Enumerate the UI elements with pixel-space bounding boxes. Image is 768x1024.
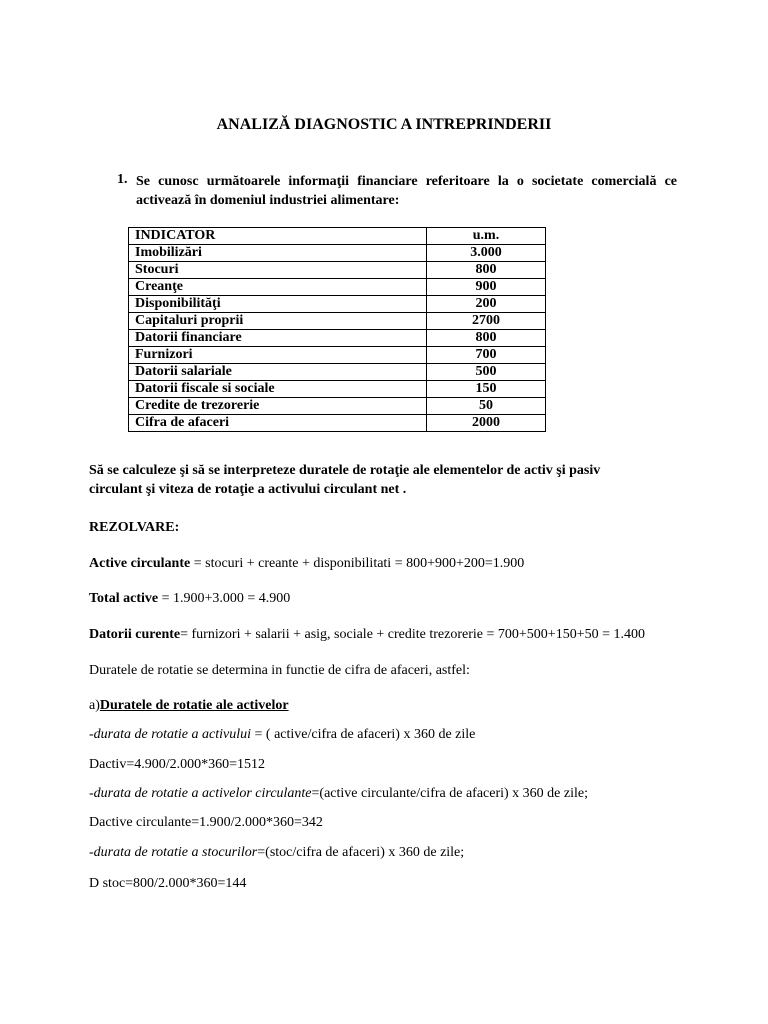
row-label: Credite de trezorerie (129, 398, 427, 415)
ac-def-formula: =(active circulante/cifra de afaceri) x 360 de zile; (311, 786, 588, 801)
table-row (129, 313, 546, 330)
total-active-line (89, 591, 290, 607)
table-row (129, 279, 546, 296)
row-value: 2000 (427, 415, 546, 432)
page-title: ANALIZĂ DIAGNOSTIC A INTREPRINDERII (216, 116, 552, 133)
row-value: 800 (427, 262, 546, 279)
task-line-1: Să se calculeze şi să se interpreteze duratele de rotaţie ale elementelor de activ şi pasiv (89, 463, 601, 478)
row-label: Capitaluri proprii (129, 313, 427, 330)
table-row (129, 398, 546, 415)
row-label: Datorii salariale (129, 364, 427, 381)
active-circulante-label: Active circulante (89, 556, 191, 571)
total-active-label: Total active (89, 591, 159, 606)
dstoc-line: D stoc=800/2.000*360=144 (89, 876, 247, 891)
table-row (129, 415, 546, 432)
header-um: u.m. (427, 228, 546, 245)
row-value: 800 (427, 330, 546, 347)
total-active-formula: = 1.900+3.000 = 4.900 (158, 591, 291, 606)
table-row (129, 347, 546, 364)
header-indicator: INDICATOR (129, 228, 427, 245)
row-label: Stocuri (129, 262, 427, 279)
datorii-curente-label: Datorii curente (89, 627, 181, 642)
table-row (129, 381, 546, 398)
row-value: 150 (427, 381, 546, 398)
dactiv-line: Dactiv=4.900/2.000*360=1512 (89, 757, 265, 772)
row-label: Creanţe (129, 279, 427, 296)
active-circulante-formula: = stocuri + creante + disponibilitati = 800+900+200=1.900 (190, 556, 525, 571)
datorii-curente-formula: = furnizori + salarii + asig, sociale + credite trezorerie = 700+500+150+50 = 1.400 (180, 627, 645, 642)
question-number: 1. (117, 172, 128, 187)
row-value: 50 (427, 398, 546, 415)
row-label: Furnizori (129, 347, 427, 364)
stoc-def-term: -durata de rotatie a stocurilor (89, 845, 258, 860)
indicator-table (128, 227, 546, 432)
task-line-2: circulant şi viteza de rotaţie a activului circulant net . (89, 482, 407, 497)
row-label: Datorii financiare (129, 330, 427, 347)
table-row (129, 245, 546, 262)
row-label: Disponibilităţi (129, 296, 427, 313)
activ-definition (89, 727, 475, 743)
ac-definition (89, 786, 588, 802)
row-value: 700 (427, 347, 546, 364)
section-a-prefix: a) (89, 698, 100, 713)
section-a-heading: Duratele de rotatie ale activelor (99, 698, 289, 713)
row-value: 3.000 (427, 245, 546, 262)
dac-line: Dactive circulante=1.900/2.000*360=342 (89, 815, 323, 830)
row-value: 2700 (427, 313, 546, 330)
row-label: Imobilizări (129, 245, 427, 262)
section-a-line (89, 698, 289, 714)
active-circulante-line (89, 556, 524, 572)
durate-intro: Duratele de rotatie se determina in functie de cifra de afaceri, astfel: (89, 663, 470, 678)
ac-def-term: -durata de rotatie a activelor circulante (89, 786, 312, 801)
row-label: Datorii fiscale si sociale (129, 381, 427, 398)
activ-def-term: -durata de rotatie a activului (89, 727, 252, 742)
table-row (129, 330, 546, 347)
row-value: 900 (427, 279, 546, 296)
datorii-curente-line (89, 627, 645, 643)
table-row (129, 296, 546, 313)
row-value: 500 (427, 364, 546, 381)
table-header-row (129, 228, 546, 245)
stoc-def-formula: =(stoc/cifra de afaceri) x 360 de zile; (257, 845, 465, 860)
row-label: Cifra de afaceri (129, 415, 427, 432)
rezolvare-heading: REZOLVARE: (89, 520, 180, 535)
table-row (129, 364, 546, 381)
table-row (129, 262, 546, 279)
row-value: 200 (427, 296, 546, 313)
question-text: Se cunosc următoarele informaţii financiare referitoare la o societate comercială ce activează în domeniul industriei alimentare: (136, 174, 677, 208)
activ-def-formula: = ( active/cifra de afaceri) x 360 de zile (251, 727, 476, 742)
stoc-definition (89, 845, 464, 861)
